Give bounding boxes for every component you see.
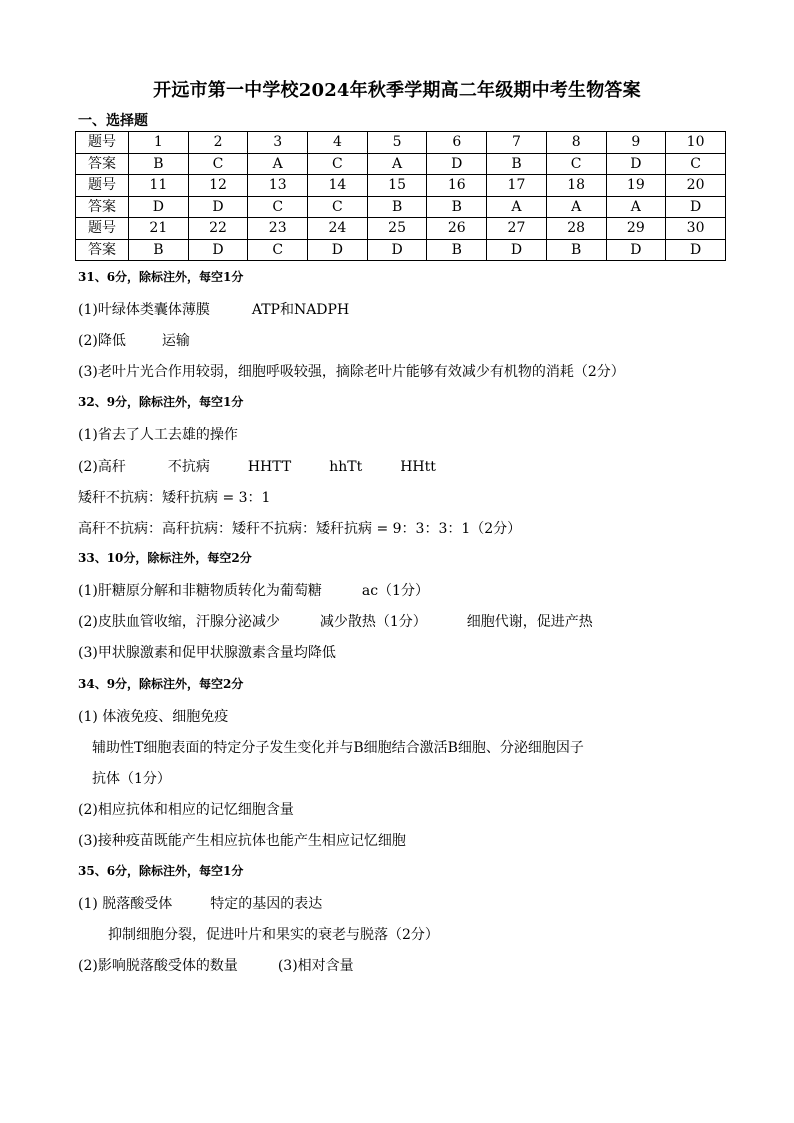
- table-cell: D: [188, 239, 248, 261]
- q33-answer-4: 减少散热（1分）: [319, 614, 427, 630]
- table-row: [76, 218, 726, 240]
- q34-line-2: 辅助性T细胞表面的特定分子发生变化并与B细胞结合激活B细胞、分泌细胞因子: [92, 740, 584, 756]
- table-cell: 8: [546, 132, 606, 154]
- q33-answer-1: (1)肝糖原分解和非糖物质转化为葡萄糖: [78, 583, 322, 599]
- q34-line-3: 抗体（1分）: [92, 771, 171, 787]
- row-label: 题号: [76, 132, 129, 154]
- table-cell: 26: [427, 218, 487, 240]
- q34-line-5: (3)接种疫苗既能产生相应抗体也能产生相应记忆细胞: [78, 833, 406, 849]
- table-cell: 10: [666, 132, 726, 154]
- q32-answer-not-resistant: 不抗病: [167, 459, 210, 475]
- table-cell: 27: [487, 218, 547, 240]
- q33-header: 33、10分，除标注外，每空2分: [78, 551, 252, 565]
- q32-line-2: [78, 456, 436, 476]
- table-cell: 13: [248, 175, 308, 197]
- table-cell: D: [666, 239, 726, 261]
- table-cell: 4: [308, 132, 368, 154]
- q32-header: 32、9分，除标注外，每空1分: [78, 395, 244, 409]
- table-cell: 24: [308, 218, 368, 240]
- q35-answer-3: (2)影响脱落酸受体的数量: [78, 958, 238, 974]
- table-cell: 30: [666, 218, 726, 240]
- q33-answer-2: ac（1分）: [361, 583, 429, 599]
- q32-genotype-1: HHTT: [247, 459, 292, 475]
- q31-line-2: [78, 330, 190, 350]
- table-cell: D: [487, 239, 547, 261]
- row-label: 答案: [76, 153, 129, 175]
- table-cell: C: [308, 153, 368, 175]
- table-cell: A: [367, 153, 427, 175]
- q31-header: 31、6分，除标注外，每空1分: [78, 270, 244, 284]
- q33-answer-3: (2)皮肤血管收缩，汗腺分泌减少: [78, 614, 280, 630]
- table-cell: 28: [546, 218, 606, 240]
- table-cell: A: [487, 196, 547, 218]
- table-cell: 15: [367, 175, 427, 197]
- row-label: 题号: [76, 175, 129, 197]
- table-cell: A: [606, 196, 666, 218]
- table-cell: A: [248, 153, 308, 175]
- q33-line-2: [78, 611, 593, 631]
- q35-answer-1: (1) 脱落酸受体: [78, 896, 173, 912]
- q35-answer-2: 特定的基因的表达: [210, 896, 323, 912]
- table-cell: 18: [546, 175, 606, 197]
- table-row: [76, 196, 726, 218]
- table-cell: D: [606, 153, 666, 175]
- q31-line-1: [78, 299, 349, 319]
- table-cell: C: [546, 153, 606, 175]
- table-cell: C: [308, 196, 368, 218]
- table-row: [76, 132, 726, 154]
- table-cell: C: [248, 196, 308, 218]
- table-cell: 12: [188, 175, 248, 197]
- table-cell: B: [129, 153, 189, 175]
- q33-line-3: (3)甲状腺激素和促甲状腺激素含量均降低: [78, 645, 336, 661]
- table-row: [76, 153, 726, 175]
- q34-line-4: (2)相应抗体和相应的记忆细胞含量: [78, 802, 294, 818]
- q32-line-3: 矮秆不抗病：矮秆抗病 = 3：1: [78, 490, 271, 506]
- table-cell: 14: [308, 175, 368, 197]
- section-heading-multiple-choice: 一、选择题: [78, 113, 148, 129]
- table-cell: B: [427, 239, 487, 261]
- q32-answer-tall: (2)高秆: [78, 459, 126, 475]
- table-cell: 17: [487, 175, 547, 197]
- q31-line-3: (3)老叶片光合作用较弱，细胞呼吸较强，摘除老叶片能够有效减少有机物的消耗（2分）: [78, 364, 625, 380]
- row-label: 答案: [76, 239, 129, 261]
- table-cell: D: [367, 239, 427, 261]
- q32-genotype-2: hhTt: [329, 459, 363, 475]
- table-cell: C: [248, 239, 308, 261]
- q31-answer-4: 运输: [161, 333, 190, 349]
- table-cell: D: [129, 196, 189, 218]
- table-cell: B: [546, 239, 606, 261]
- table-cell: D: [188, 196, 248, 218]
- table-cell: D: [427, 153, 487, 175]
- table-cell: 5: [367, 132, 427, 154]
- table-cell: C: [188, 153, 248, 175]
- table-cell: 1: [129, 132, 189, 154]
- table-cell: D: [666, 196, 726, 218]
- q35-header: 35、6分，除标注外，每空1分: [78, 864, 244, 878]
- table-cell: 11: [129, 175, 189, 197]
- table-cell: B: [427, 196, 487, 218]
- table-row: [76, 239, 726, 261]
- table-cell: 23: [248, 218, 308, 240]
- table-cell: D: [606, 239, 666, 261]
- page-title: 开远市第一中学校2024年秋季学期高二年级期中考生物答案: [153, 80, 641, 101]
- table-cell: B: [487, 153, 547, 175]
- table-cell: 6: [427, 132, 487, 154]
- q35-line-3: [78, 955, 354, 975]
- table-cell: C: [666, 153, 726, 175]
- q31-answer-3: (2)降低: [78, 333, 126, 349]
- answer-table: [75, 131, 726, 261]
- table-cell: 19: [606, 175, 666, 197]
- table-cell: 25: [367, 218, 427, 240]
- table-cell: B: [129, 239, 189, 261]
- row-label: 答案: [76, 196, 129, 218]
- table-cell: 9: [606, 132, 666, 154]
- q35-line-2: 抑制细胞分裂，促进叶片和果实的衰老与脱落（2分）: [108, 927, 439, 943]
- q34-header: 34、9分，除标注外，每空2分: [78, 677, 244, 691]
- table-cell: 29: [606, 218, 666, 240]
- q35-line-1: [78, 893, 322, 913]
- q35-answer-4: (3)相对含量: [277, 958, 354, 974]
- table-cell: 3: [248, 132, 308, 154]
- q32-genotype-3: HHtt: [400, 459, 436, 475]
- table-cell: 22: [188, 218, 248, 240]
- answer-table-body: [76, 132, 726, 261]
- q33-answer-5: 细胞代谢，促进产热: [466, 614, 593, 630]
- q32-line-1: (1)省去了人工去雄的操作: [78, 427, 238, 443]
- q32-line-4: 高秆不抗病：高秆抗病：矮秆不抗病：矮秆抗病 = 9：3：3：1（2分）: [78, 521, 522, 537]
- table-cell: A: [546, 196, 606, 218]
- table-cell: 21: [129, 218, 189, 240]
- table-row: [76, 175, 726, 197]
- q33-line-1: [78, 580, 429, 600]
- table-cell: D: [308, 239, 368, 261]
- q31-answer-1: (1)叶绿体类囊体薄膜: [78, 302, 210, 318]
- table-cell: B: [367, 196, 427, 218]
- table-cell: 2: [188, 132, 248, 154]
- table-cell: 20: [666, 175, 726, 197]
- q31-answer-2: ATP和NADPH: [251, 302, 350, 318]
- q34-line-1: (1) 体液免疫、细胞免疫: [78, 709, 229, 725]
- table-cell: 16: [427, 175, 487, 197]
- row-label: 题号: [76, 218, 129, 240]
- table-cell: 7: [487, 132, 547, 154]
